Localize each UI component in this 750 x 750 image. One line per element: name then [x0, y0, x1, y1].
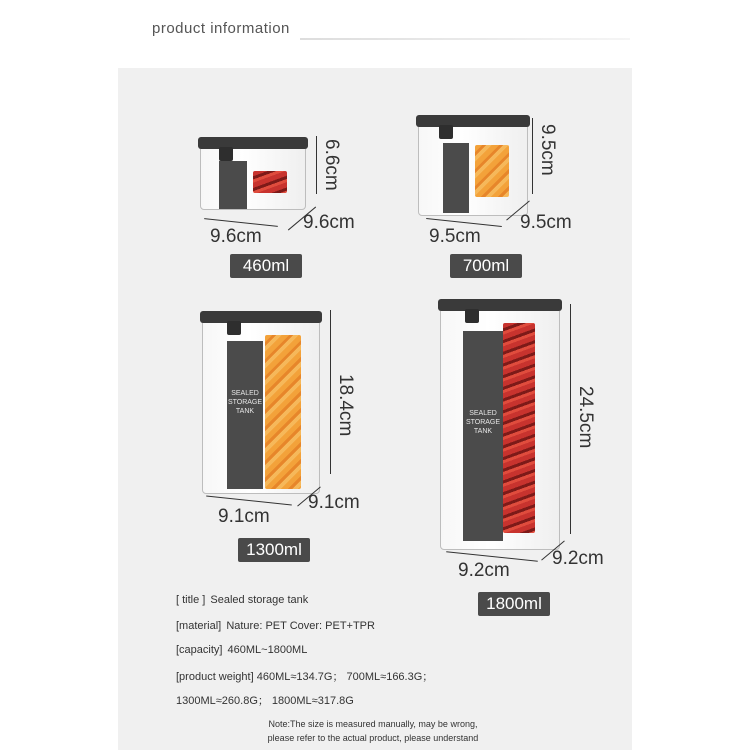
spec-material-value: Nature: PET Cover: PET+TPR: [226, 620, 375, 632]
width-dim: 9.6cm: [210, 226, 262, 247]
jar-food: [475, 145, 509, 197]
spec-title: [176, 594, 308, 606]
spec-weight-value: 460ML≈134.7G； 700ML≈166.3G；: [256, 671, 434, 683]
latch-icon: [465, 309, 479, 323]
jar-body: [418, 120, 528, 216]
spec-title-value: Sealed storage tank: [210, 594, 309, 606]
height-dim: 9.5cm: [537, 124, 558, 176]
jar-label: [219, 161, 247, 209]
height-dim: 18.4cm: [335, 374, 356, 437]
width-dim: 9.2cm: [458, 560, 510, 581]
spec-capacity-key: [capacity]: [176, 644, 223, 656]
spec-capacity: [176, 644, 307, 656]
jar-lid: [198, 137, 308, 149]
spec-title-key: [ title ]: [176, 594, 206, 606]
section-title: product information: [152, 20, 290, 37]
title-divider: [300, 38, 630, 40]
spec-weight: [176, 668, 433, 684]
jar-label: [443, 143, 469, 213]
jar-lid: [200, 311, 322, 323]
jar-label-line1: SEALED: [231, 390, 259, 397]
jar-food: [265, 335, 301, 489]
spec-weight-continued: 1300ML≈260.8G； 1800ML≈317.8G: [176, 695, 354, 707]
depth-dim: 9.5cm: [520, 212, 572, 233]
jar-body: [200, 142, 306, 210]
jar-label: [227, 341, 263, 489]
capacity-badge: 460ml: [230, 254, 302, 278]
latch-icon: [219, 147, 233, 161]
note-line-2: please refer to the actual product, please understand: [267, 733, 479, 743]
height-dim: 6.6cm: [321, 139, 342, 191]
spec-weight-key: [product weight]: [176, 671, 254, 683]
jar-label-line1: SEALED: [469, 410, 497, 417]
jar-lid: [438, 299, 562, 311]
width-dim: 9.5cm: [429, 226, 481, 247]
spec-capacity-value: 460ML~1800ML: [227, 644, 308, 656]
height-line: [330, 310, 331, 474]
jar-label-line2: STORAGE TANK: [465, 419, 501, 435]
note-line-1: Note:The size is measured manually, may be wrong,: [268, 719, 478, 729]
latch-icon: [439, 125, 453, 139]
width-dim: 9.1cm: [218, 506, 270, 527]
note: [238, 717, 508, 745]
capacity-badge: 1300ml: [238, 538, 310, 562]
spec-material-key: [material]: [176, 620, 222, 632]
capacity-badge: 1800ml: [478, 592, 550, 616]
latch-icon: [227, 321, 241, 335]
jar-food: [503, 323, 535, 533]
jar-food: [253, 171, 287, 193]
height-line: [570, 304, 571, 534]
jar-body: [440, 304, 560, 550]
capacity-badge: 700ml: [450, 254, 522, 278]
depth-dim: 9.1cm: [308, 492, 360, 513]
jar-body: [202, 316, 320, 494]
depth-dim: 9.6cm: [303, 212, 355, 233]
jar-label-line2: STORAGE TANK: [227, 399, 263, 415]
depth-dim: 9.2cm: [552, 548, 604, 569]
jar-label: [463, 331, 503, 541]
height-dim: 24.5cm: [575, 386, 596, 449]
height-line: [316, 136, 317, 194]
height-line: [532, 118, 533, 194]
jar-lid: [416, 115, 530, 127]
spec-material: [176, 620, 375, 632]
